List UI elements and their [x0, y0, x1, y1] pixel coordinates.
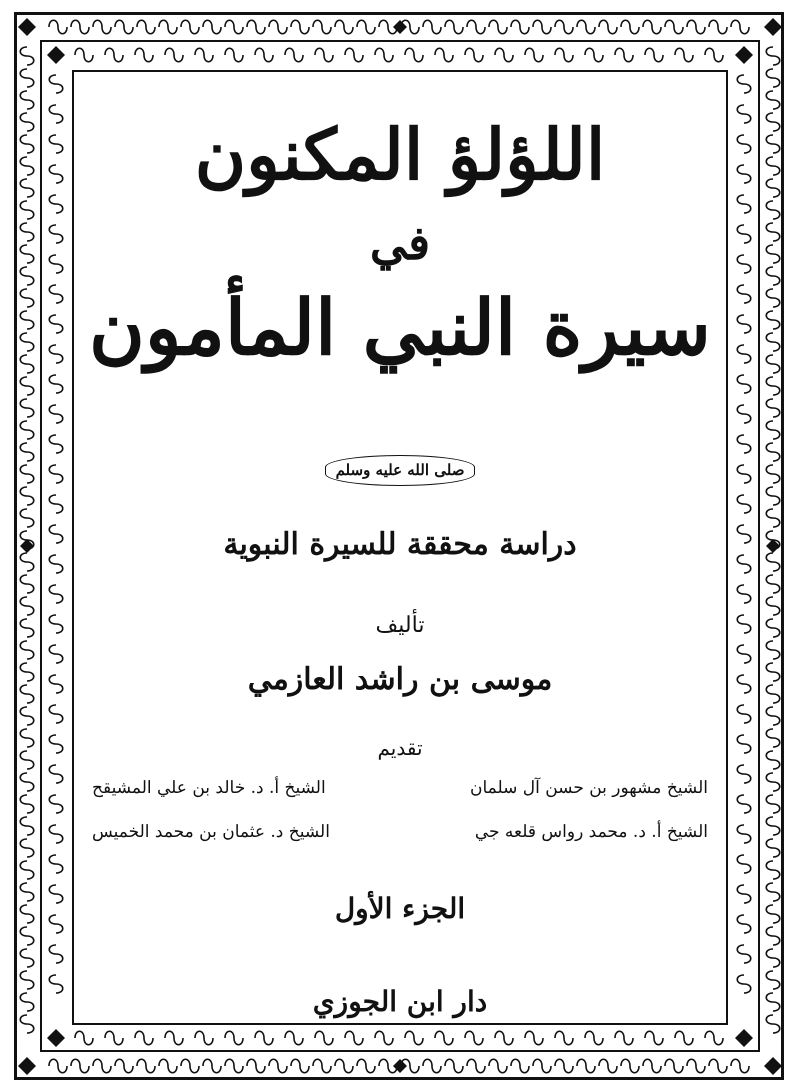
ornament-swirl — [731, 1059, 749, 1073]
ornament-swirl — [20, 333, 34, 351]
ornament-swirl — [766, 949, 780, 967]
ornament-swirl — [766, 201, 780, 219]
ornament-swirl — [335, 20, 353, 34]
ornament-swirl — [159, 20, 177, 34]
ornament-swirl — [766, 487, 780, 505]
ornament-swirl — [20, 839, 34, 857]
ornament-swirl — [766, 377, 780, 395]
ornament-swirl — [20, 883, 34, 901]
ornament-swirl — [467, 1059, 485, 1073]
ornament-swirl — [20, 69, 34, 87]
ornament-swirl — [269, 1059, 287, 1073]
ornament-swirl — [20, 179, 34, 197]
ornament-swirl — [766, 443, 780, 461]
ornament-swirl — [766, 597, 780, 615]
ornament-swirl — [115, 1059, 133, 1073]
ornament-swirl — [181, 1059, 199, 1073]
ornament-swirl — [511, 1059, 529, 1073]
ornament-swirl — [20, 377, 34, 395]
ornament-swirl — [20, 267, 34, 285]
ornament-swirl — [71, 20, 89, 34]
ornament-swirl — [766, 113, 780, 131]
ornament-swirl — [665, 20, 683, 34]
ornament-swirl — [20, 91, 34, 109]
introducer-3: الشيخ أ. د. محمد رواس قلعه جي — [474, 822, 708, 842]
ornament-swirl — [766, 289, 780, 307]
ornament-swirl — [467, 20, 485, 34]
ornament-swirl — [357, 20, 375, 34]
ornament-swirl — [766, 773, 780, 791]
ornament-diamond — [764, 18, 782, 36]
ornament-swirl — [766, 69, 780, 87]
ornament-swirl — [20, 355, 34, 373]
ornament-swirl — [766, 971, 780, 989]
ornament-swirl — [489, 1059, 507, 1073]
ornament-swirl — [766, 421, 780, 439]
intro-label: تقديم — [377, 736, 423, 760]
ornament-swirl — [247, 1059, 265, 1073]
ornament-swirl — [766, 795, 780, 813]
ornament-swirl — [577, 1059, 595, 1073]
ornament-swirl — [766, 707, 780, 725]
ornament-swirl — [20, 223, 34, 241]
ornament-swirl — [357, 1059, 375, 1073]
ornament-swirl — [20, 619, 34, 637]
ornament-swirl — [93, 1059, 111, 1073]
ornament-swirl — [20, 157, 34, 175]
ornament-swirl — [766, 729, 780, 747]
ornament-swirl — [247, 20, 265, 34]
ornament-swirl — [20, 685, 34, 703]
ornament-swirl — [20, 465, 34, 483]
title-line-2: في — [369, 216, 431, 270]
ornament-swirl — [20, 861, 34, 879]
ornament-swirl — [20, 443, 34, 461]
publisher: دار ابن الجوزي — [312, 985, 488, 1018]
salutation-mark — [72, 455, 728, 486]
ornament-swirl — [20, 509, 34, 527]
ornament-swirl — [313, 1059, 331, 1073]
ornament-swirl — [766, 267, 780, 285]
ornament-swirl — [665, 1059, 683, 1073]
ornament-swirl — [766, 223, 780, 241]
ornament-swirl — [766, 685, 780, 703]
title-page — [72, 70, 728, 1025]
ornament-swirl — [20, 135, 34, 153]
ornament-swirl — [20, 641, 34, 659]
ornament-swirl — [20, 751, 34, 769]
ornament-swirl — [159, 1059, 177, 1073]
ornament-swirl — [20, 597, 34, 615]
ornament-swirl — [533, 20, 551, 34]
ornament-swirl — [766, 179, 780, 197]
ornament-swirl — [489, 20, 507, 34]
ornament-swirl — [20, 487, 34, 505]
salutation-text: صلى الله عليه وسلم — [325, 455, 476, 486]
ornament-swirl — [269, 20, 287, 34]
ornament-swirl — [766, 465, 780, 483]
ornament-swirl — [20, 1015, 34, 1033]
ornament-swirl — [621, 20, 639, 34]
ornament-swirl — [335, 1059, 353, 1073]
ornament-swirl — [20, 729, 34, 747]
volume-label: الجزء الأول — [334, 892, 466, 925]
ornament-diamond — [18, 1057, 36, 1075]
ornament-swirl — [20, 927, 34, 945]
ornament-diamond — [764, 1057, 782, 1075]
introducers-row-1 — [92, 778, 708, 798]
ornament-swirl — [577, 20, 595, 34]
ornament-swirl — [423, 20, 441, 34]
ornament-swirl — [71, 1059, 89, 1073]
subtitle: دراسة محققة للسيرة النبوية — [223, 527, 577, 562]
ornament-swirl — [766, 135, 780, 153]
ornament-swirl — [49, 1059, 67, 1073]
author-name: موسى بن راشد العازمي — [247, 662, 553, 697]
ornament-swirl — [766, 663, 780, 681]
ornament-swirl — [766, 905, 780, 923]
ornament-swirl — [555, 20, 573, 34]
author-label: تأليف — [375, 613, 425, 638]
title-line-3: سيرة النبي المأمون — [89, 283, 711, 372]
ornament-swirl — [766, 355, 780, 373]
ornament-swirl — [766, 399, 780, 417]
ornament-swirl — [621, 1059, 639, 1073]
ornament-swirl — [20, 905, 34, 923]
ornament-swirl — [766, 817, 780, 835]
ornament-swirl — [766, 509, 780, 527]
ornament-swirl — [766, 311, 780, 329]
ornament-swirl — [181, 20, 199, 34]
introducer-4: الشيخ د. عثمان بن محمد الخميس — [92, 822, 330, 842]
ornament-swirl — [20, 707, 34, 725]
ornament-swirl — [445, 1059, 463, 1073]
ornament-swirl — [20, 663, 34, 681]
ornament-swirl — [766, 91, 780, 109]
ornament-swirl — [766, 927, 780, 945]
ornament-swirl — [709, 20, 727, 34]
ornament-swirl — [766, 1015, 780, 1033]
ornament-swirl — [137, 1059, 155, 1073]
ornament-swirl — [643, 1059, 661, 1073]
ornament-swirl — [137, 20, 155, 34]
title-line-1: اللؤلؤ المكنون — [194, 113, 606, 196]
ornament-swirl — [20, 553, 34, 571]
ornament-swirl — [766, 839, 780, 857]
ornament-swirl — [20, 245, 34, 263]
ornament-swirl — [203, 1059, 221, 1073]
ornament-swirl — [291, 1059, 309, 1073]
ornament-swirl — [766, 883, 780, 901]
ornament-swirl — [20, 773, 34, 791]
ornament-swirl — [20, 311, 34, 329]
ornament-swirl — [709, 1059, 727, 1073]
ornament-swirl — [766, 751, 780, 769]
ornament-swirl — [93, 20, 111, 34]
ornament-swirl — [687, 20, 705, 34]
ornament-swirl — [20, 399, 34, 417]
ornament-swirl — [423, 1059, 441, 1073]
ornament-swirl — [766, 333, 780, 351]
ornament-swirl — [766, 47, 780, 65]
ornament-swirl — [766, 245, 780, 263]
ornament-swirl — [555, 1059, 573, 1073]
ornament-swirl — [687, 1059, 705, 1073]
ornament-swirl — [766, 575, 780, 593]
ornament-diamond — [18, 18, 36, 36]
ornament-swirl — [20, 575, 34, 593]
ornament-swirl — [20, 949, 34, 967]
ornament-swirl — [599, 1059, 617, 1073]
ornament-swirl — [766, 993, 780, 1011]
ornament-swirl — [445, 20, 463, 34]
ornament-swirl — [511, 20, 529, 34]
ornament-swirl — [203, 20, 221, 34]
ornament-swirl — [225, 1059, 243, 1073]
ornament-swirl — [766, 861, 780, 879]
ornament-swirl — [115, 20, 133, 34]
introducer-2: الشيخ أ. د. خالد بن علي المشيقح — [92, 778, 326, 798]
introducer-1: الشيخ مشهور بن حسن آل سلمان — [469, 778, 708, 798]
ornament-swirl — [731, 20, 749, 34]
ornament-swirl — [766, 157, 780, 175]
ornament-swirl — [643, 20, 661, 34]
ornament-swirl — [20, 289, 34, 307]
ornament-swirl — [291, 20, 309, 34]
ornament-swirl — [20, 201, 34, 219]
ornament-swirl — [20, 817, 34, 835]
ornament-swirl — [20, 421, 34, 439]
ornament-swirl — [20, 47, 34, 65]
ornament-swirl — [766, 619, 780, 637]
ornament-swirl — [766, 553, 780, 571]
ornament-swirl — [766, 641, 780, 659]
ornament-swirl — [20, 795, 34, 813]
ornament-swirl — [599, 20, 617, 34]
introducers-row-2 — [92, 822, 708, 842]
ornament-swirl — [20, 971, 34, 989]
ornament-swirl — [20, 113, 34, 131]
ornament-swirl — [49, 20, 67, 34]
ornament-swirl — [533, 1059, 551, 1073]
ornament-swirl — [225, 20, 243, 34]
ornament-swirl — [20, 993, 34, 1011]
ornament-swirl — [313, 20, 331, 34]
